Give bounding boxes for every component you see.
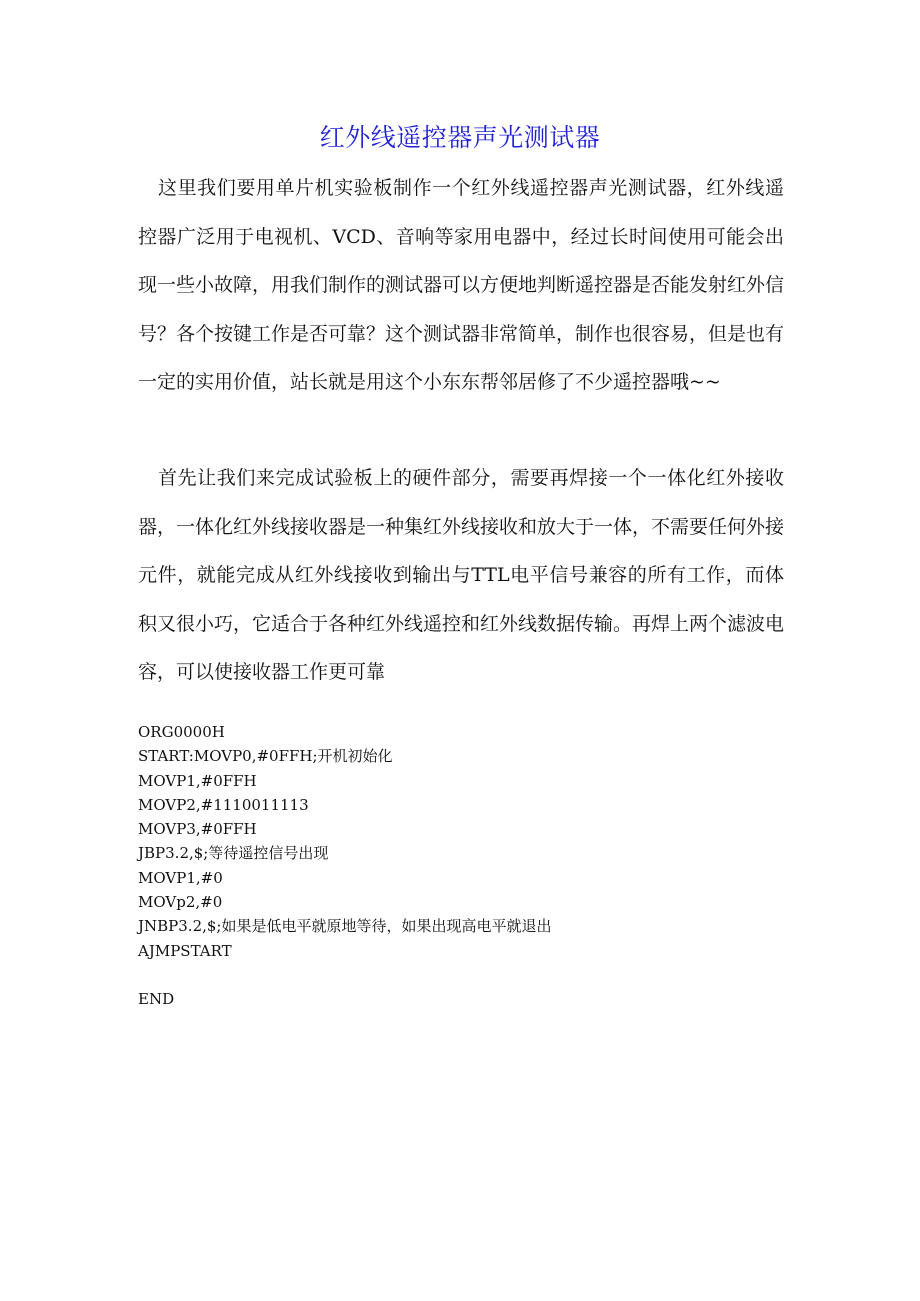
code-line: MOVP1,#0FFH [138, 771, 257, 790]
code-line: AJMPSTART [138, 941, 232, 960]
code-line: ORG0000H [138, 723, 225, 741]
paragraph-intro: 这里我们要用单片机实验板制作一个红外线遥控器声光测试器，红外线遥控器广泛用于电视机、VCD、音响等家用电器中，经过长时间使用可能会出现一些小故障，用我们制作的测试器可以方便地判断遥控器是否能发射红外信号？各个按键工作是否可靠？这个测试器非常简单，制作也很容易，但是也有一定的实用价值，站长就是用这个小东东帮邻居修了不少遥控器哦~~ [138, 177, 785, 393]
code-line: START:MOVP0,#0FFH;开机初始化 [138, 747, 393, 766]
code-line: JNBP3.2,$;如果是低电平就原地等待，如果出现高电平就退出 [138, 917, 552, 936]
document-title: 红外线遥控器声光测试器 [319, 123, 601, 152]
code-listing [138, 720, 778, 1012]
code-blank-line [138, 963, 778, 987]
code-line: MOVp2,#0 [138, 893, 223, 912]
code-end-line: END [138, 990, 175, 1009]
code-line: JBP3.2,$;等待遥控信号出现 [138, 844, 329, 863]
code-line: MOVP2,#1110011113 [138, 795, 309, 814]
code-line: MOVP3,#0FFH [138, 820, 257, 839]
code-line: MOVP1,#0 [138, 868, 223, 887]
paragraph-hardware: 首先让我们来完成试验板上的硬件部分，需要再焊接一个一体化红外接收器，一体化红外线接收器是一种集红外线接收和放大于一体，不需要任何外接元件，就能完成从红外线接收到输出与TTL电平信号兼容的所有工作，而体积又很小巧，它适合于各种红外线遥控和红外线数据传输。再焊上两个滤波电容，可以使接收器工作更可靠 [138, 467, 785, 683]
